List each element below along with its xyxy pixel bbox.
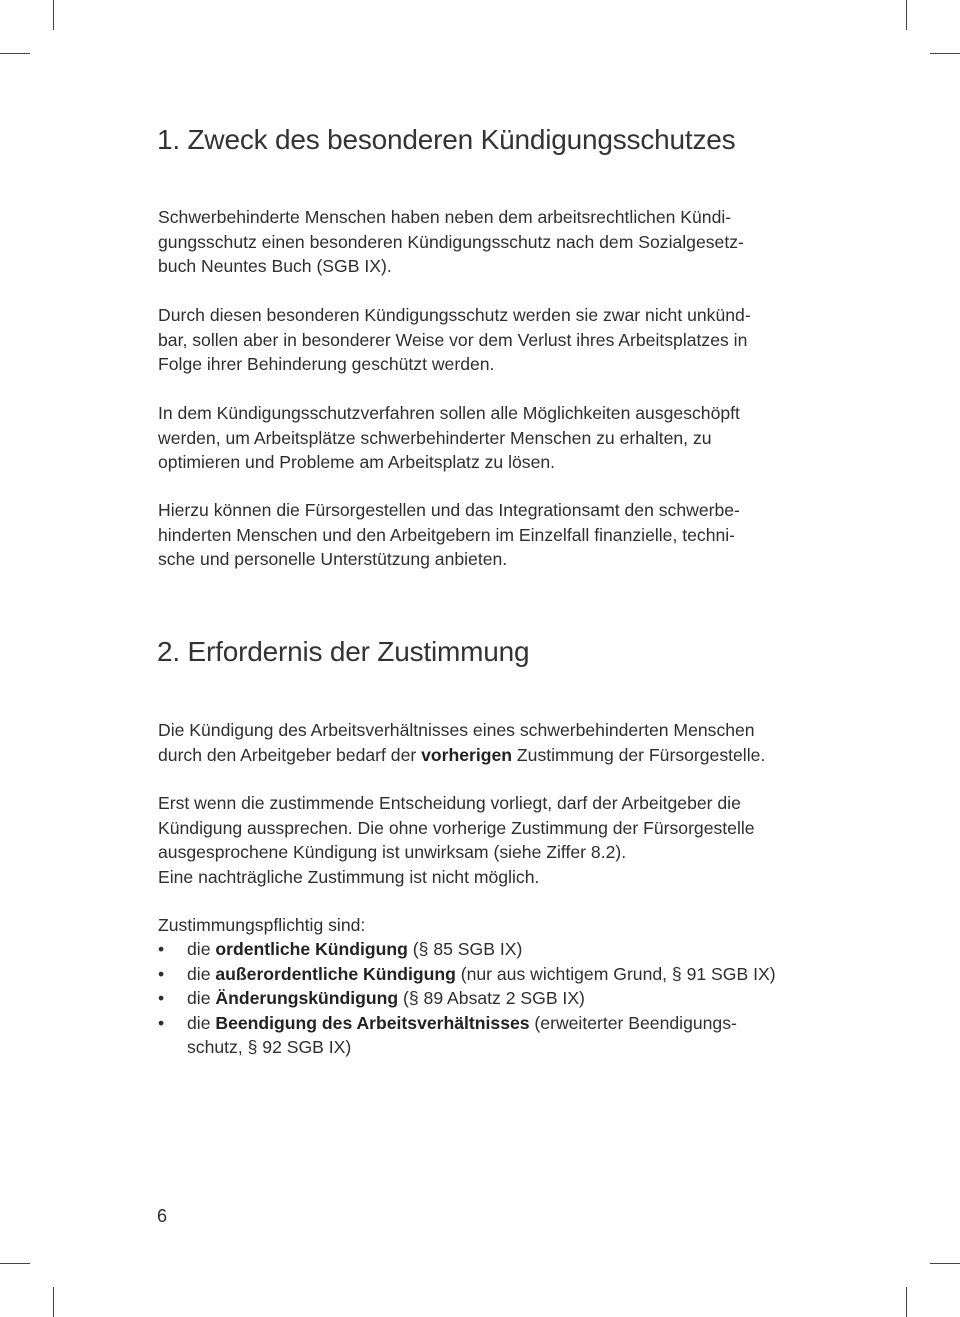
bold-text: ordentliche Kündigung: [215, 939, 408, 959]
crop-mark: [0, 53, 30, 54]
text-line: [158, 547, 740, 572]
crop-mark: [906, 0, 907, 30]
text: Durch diesen besonderen Kündigungsschutz werden sie zwar nicht unkünd-: [158, 305, 751, 325]
bold-text: Änderungskündigung: [215, 988, 399, 1008]
text: gungsschutz einen besonderen Kündigungsschutz nach dem Sozialgesetz-: [158, 231, 744, 252]
list-item: [158, 937, 776, 962]
section-1-paragraph: [158, 498, 740, 572]
page-number: 6: [157, 1206, 168, 1226]
text-line: [158, 840, 755, 865]
text: Schwerbehinderte Menschen haben neben dem arbeitsrechtlichen Kündi-: [158, 207, 732, 227]
text: sche und personelle Unterstützung anbieten.: [158, 549, 508, 569]
crop-mark: [906, 1287, 907, 1317]
text: die: [187, 1012, 216, 1033]
bullet-icon: •: [158, 963, 165, 984]
section-2-paragraph: [158, 791, 755, 889]
text: In dem Kündigungsschutzverfahren sollen alle Möglichkeiten ausgeschöpft: [158, 403, 740, 423]
text: Folge ihrer Behinderung geschützt werden.: [158, 354, 495, 374]
crop-mark: [930, 53, 960, 54]
crop-mark: [930, 1263, 960, 1264]
bold-text: außerordentliche Kündigung: [215, 963, 456, 984]
text: die: [187, 988, 216, 1008]
text-line: [187, 1035, 776, 1060]
text-line: [158, 498, 740, 523]
text: (erweiterter Beendigungs-: [529, 1012, 737, 1033]
text: optimieren und Probleme am Arbeitsplatz zu lösen.: [158, 452, 556, 472]
text-line: [158, 401, 740, 426]
text-line: [158, 230, 744, 255]
text-line: [158, 743, 765, 768]
text-line: [158, 303, 751, 328]
list-item: [158, 962, 776, 987]
text: werden, um Arbeitsplätze schwerbehinderter Menschen zu erhalten, zu: [158, 427, 712, 448]
text-line: [158, 426, 740, 451]
bullet-icon: •: [158, 988, 165, 1008]
text-line: [158, 816, 755, 841]
requirement-list: [158, 937, 776, 1060]
text-line: [158, 352, 751, 377]
text: ausgesprochene Kündigung ist unwirksam (siehe Ziffer 8.2).: [158, 842, 627, 862]
bullet-icon: •: [158, 1012, 165, 1033]
bold-text: vorherigen: [421, 744, 513, 765]
text-line: [158, 791, 755, 816]
crop-mark: [53, 1287, 54, 1317]
text-line: [187, 1011, 776, 1036]
text-line: [158, 718, 765, 743]
list-intro-text: Zustimmungspflichtig sind:: [158, 915, 366, 935]
text: Zustimmung der Fürsorgestelle.: [512, 744, 766, 765]
section-1-paragraph: [158, 303, 751, 377]
text-line: [158, 205, 744, 230]
text: die: [187, 963, 216, 984]
text-line: [187, 986, 776, 1011]
text: Hierzu können die Fürsorgestellen und das Integrationsamt den schwerbe-: [158, 500, 740, 520]
text-line: [158, 523, 740, 548]
text: Kündigung aussprechen. Die ohne vorherige Zustimmung der Fürsorgestelle: [158, 817, 755, 838]
text-line: [158, 328, 751, 353]
text: durch den Arbeitgeber bedarf der: [158, 744, 422, 765]
section-2-paragraph: [158, 718, 765, 767]
list-item: [158, 1011, 776, 1060]
text: (§ 89 Absatz 2 SGB IX): [398, 988, 585, 1008]
list-intro: [158, 913, 365, 938]
bold-text: Beendigung des Arbeitsverhältnisses: [215, 1012, 530, 1033]
text: bar, sollen aber in besonderer Weise vor dem Verlust ihres Arbeitsplatzes in: [158, 329, 748, 350]
text: hinderten Menschen und den Arbeitgebern im Einzelfall finanzielle, techni-: [158, 524, 736, 545]
text: Eine nachträgliche Zustimmung ist nicht möglich.: [158, 866, 540, 887]
text: Die Kündigung des Arbeitsverhältnisses eines schwerbehinderten Menschen: [158, 720, 755, 740]
crop-mark: [53, 0, 54, 30]
bullet-icon: •: [158, 939, 165, 959]
text: schutz, § 92 SGB IX): [187, 1037, 352, 1057]
section-1-paragraph: [158, 401, 740, 475]
text: (nur aus wichtigem Grund, § 91 SGB IX): [455, 963, 776, 984]
section-2-heading: 2. Erfordernis der Zustimmung: [157, 636, 530, 667]
text: buch Neuntes Buch (SGB IX).: [158, 256, 392, 276]
text-line: [158, 254, 744, 279]
section-1-paragraph: [158, 205, 744, 279]
text-line: [158, 865, 755, 890]
section-1-heading: 1. Zweck des besonderen Kündigungsschutzes: [157, 124, 736, 155]
text: die: [187, 939, 216, 959]
crop-mark: [0, 1263, 30, 1264]
list-item: [158, 986, 776, 1011]
text-line: [187, 937, 776, 962]
text-line: [158, 450, 740, 475]
text: (§ 85 SGB IX): [407, 939, 523, 959]
text: Erst wenn die zustimmende Entscheidung vorliegt, darf der Arbeitgeber die: [158, 793, 741, 813]
text-line: [187, 962, 776, 987]
